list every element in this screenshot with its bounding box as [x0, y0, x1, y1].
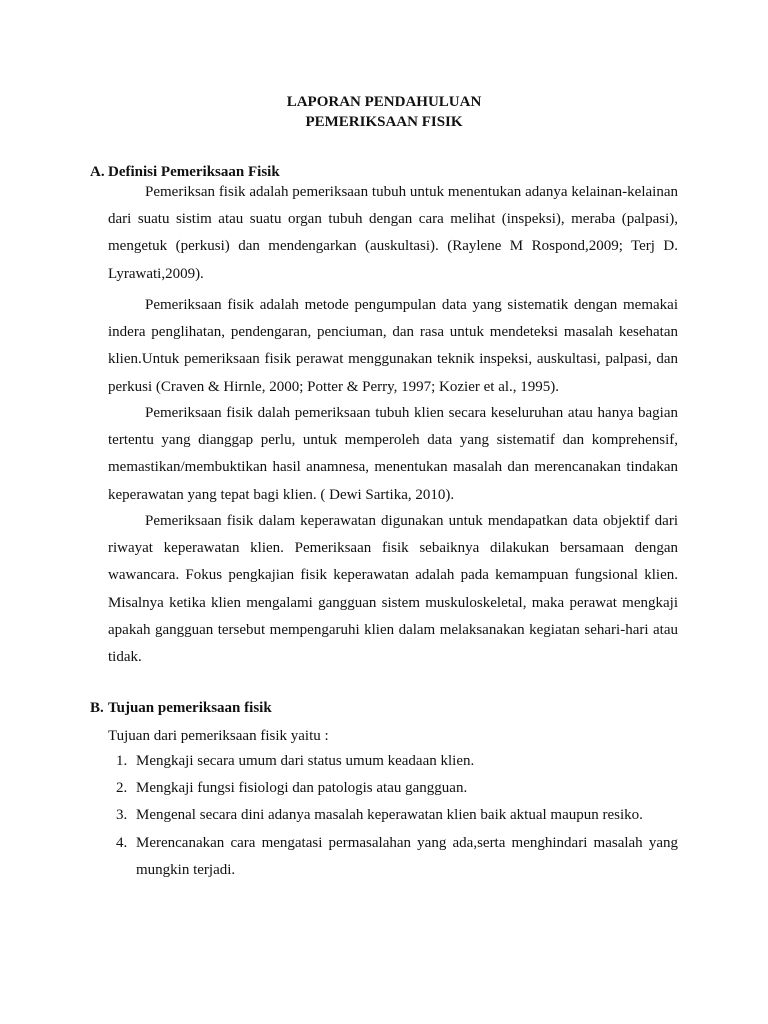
section-b-label: B.	[90, 700, 104, 716]
section-b-title: Tujuan pemeriksaan fisik	[108, 700, 272, 716]
section-b-heading	[90, 698, 272, 718]
section-a-label: A.	[90, 164, 105, 180]
list-item	[108, 802, 678, 829]
objectives-list	[108, 748, 678, 884]
list-item-text: Mengkaji fungsi fisiologi dan patologis atau gangguan.	[136, 780, 468, 797]
list-item	[108, 830, 678, 884]
section-a-paragraph-1: Pemeriksan fisik adalah pemeriksaan tubuh untuk menentukan adanya kelainan-kelainan dari suatu sistim atau suatu organ tubuh dengan cara melihat (inspeksi), meraba (palpasi), mengetuk (perkusi) dan mendengarkan (auskultasi). (Raylene M Rospond,2009; Terj D. Lyrawati,2009).	[108, 184, 678, 282]
list-item	[108, 775, 678, 802]
list-item-text: Mengkaji secara umum dari status umum keadaan klien.	[136, 753, 475, 769]
section-a-paragraph-4: Pemeriksaan fisik dalam keperawatan digunakan untuk mendapatkan data objektif dari riwayat keperawatan klien. Pemeriksaan fisik sebaiknya dilakukan bersamaan dengan wawancara. Fokus pengkajian fisik keperawatan adalah pada kemampuan fungsional klien. Misalnya ketika klien mengalami gangguan sistem muskuloskeletal, maka perawat mengkaji apakah gangguan tersebut mempengaruhi klien dalam melaksanakan kegiatan sehari-hari atau tidak.	[108, 513, 678, 666]
list-item-text: Mengenal secara dini adanya masalah keperawatan klien baik aktual maupun resiko.	[136, 807, 643, 824]
section-b-intro: Tujuan dari pemeriksaan fisik yaitu :	[108, 728, 329, 744]
list-item-text: Merencanakan cara mengatasi permasalahan yang ada,serta menghindari masalah yang mungkin terjadi.	[136, 834, 678, 878]
list-item-number: 1.	[116, 753, 128, 769]
section-a-title: Definisi Pemeriksaan Fisik	[108, 164, 280, 180]
document-title	[0, 92, 768, 132]
list-item-number: 3.	[116, 807, 128, 824]
list-item	[108, 748, 678, 775]
list-item-number: 4.	[116, 834, 128, 851]
title-line-1: LAPORAN PENDAHULUAN	[286, 94, 482, 110]
section-a-paragraph-2: Pemeriksaan fisik adalah metode pengumpulan data yang sistematik dengan memakai indera penglihatan, pendengaran, penciuman, dan rasa untuk mendeteksi masalah kesehatan klien.Untuk pemeriksaan fisik perawat menggunakan teknik inspeksi, auskultasi, palpasi, dan perkusi (Craven & Hirnle, 2000; Potter & Perry, 1997; Kozier et al., 1995).	[108, 297, 678, 395]
title-line-2: PEMERIKSAAN FISIK	[305, 114, 463, 130]
list-item-number: 2.	[116, 780, 128, 797]
section-a-paragraph-3: Pemeriksaan fisik dalah pemeriksaan tubuh klien secara keseluruhan atau hanya bagian tertentu yang dianggap perlu, untuk memperoleh data yang sistematif dan komprehensif, memastikan/membuktikan hasil anamnesa, menentukan masalah dan merencanakan tindakan keperawatan yang tepat bagi klien. ( Dewi Sartika, 2010).	[108, 405, 678, 503]
